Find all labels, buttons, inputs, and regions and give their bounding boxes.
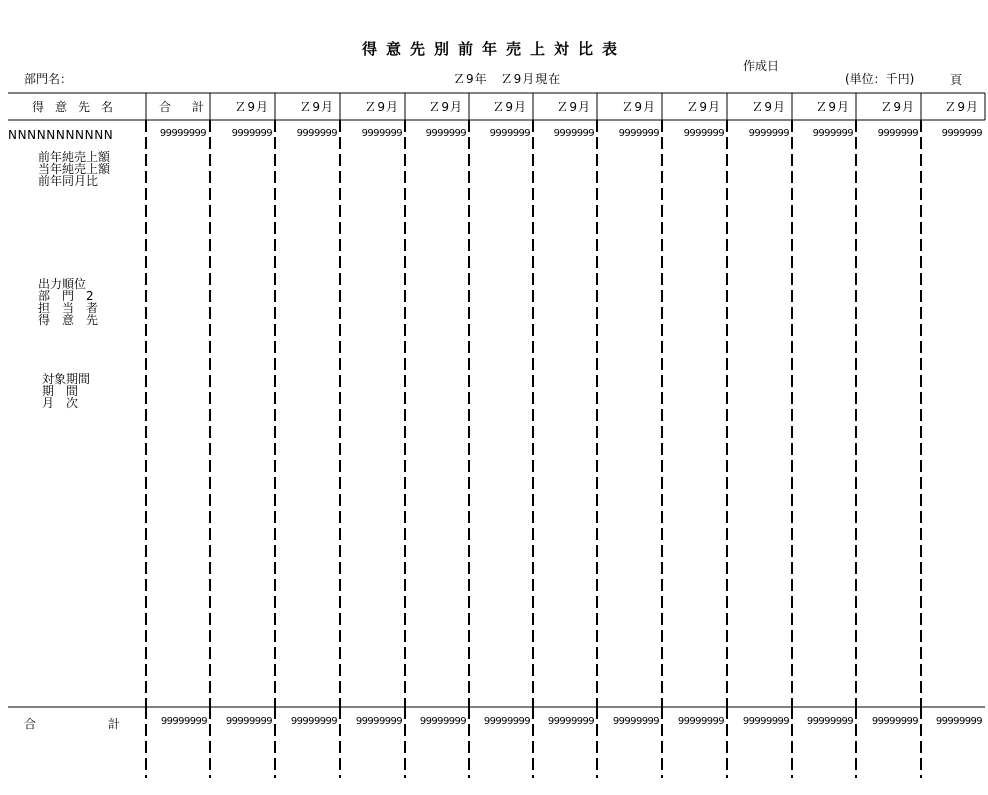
totals-row-label (24, 715, 120, 732)
row-month-value: 9999999 (553, 128, 594, 139)
note-yoy-ratio: 前年同月比 (38, 174, 99, 188)
month-header: Ｚ9月 (880, 100, 915, 114)
note-monthly: 月 次 (42, 396, 79, 410)
row-month-value: 9999999 (941, 128, 982, 139)
month-header: Ｚ9月 (492, 100, 527, 114)
totals-value: 99999999 (160, 716, 207, 727)
month-header: Ｚ9月 (686, 100, 721, 114)
period-notes (42, 373, 90, 409)
totals-value: 99999999 (290, 716, 337, 727)
month-header: Ｚ9月 (428, 100, 463, 114)
row-month-value: 9999999 (748, 128, 789, 139)
created-date-label: 作成日 (743, 59, 780, 73)
totals-value: 99999999 (871, 716, 918, 727)
totals-label-char-2: 計 (107, 717, 120, 731)
total-header-char-1: 合 (159, 100, 172, 114)
output-order-notes (38, 278, 98, 326)
row-month-value: 9999999 (425, 128, 466, 139)
customer-column-header: 得意先名 (32, 100, 125, 114)
row-month-value: 9999999 (231, 128, 272, 139)
total-header-char-2: 計 (191, 100, 204, 114)
customer-name: NNNNNNNNNNN (8, 128, 114, 142)
department-label: 部門名： (24, 72, 73, 86)
row-total-value: 99999999 (159, 128, 206, 139)
totals-value: 99999999 (419, 716, 466, 727)
row-month-value: 9999999 (812, 128, 853, 139)
amount-notes (38, 151, 110, 187)
row-month-value: 9999999 (296, 128, 337, 139)
total-column-header (147, 99, 209, 115)
note-curr-sales: 当年純売上額 (38, 162, 111, 176)
totals-label-char-1: 合 (24, 717, 37, 731)
page-label: 頁 (950, 73, 963, 87)
totals-value: 99999999 (742, 716, 789, 727)
row-month-value: 9999999 (361, 128, 402, 139)
month-header: Ｚ9月 (299, 100, 334, 114)
report-title: 得意先別前年売上対比表 (361, 40, 626, 58)
month-header: Ｚ9月 (751, 100, 786, 114)
totals-value: 99999999 (677, 716, 724, 727)
row-month-value: 9999999 (489, 128, 530, 139)
month-header: Ｚ9月 (234, 100, 269, 114)
note-output-order: 出力順位 (38, 277, 87, 291)
month-header: Ｚ9月 (944, 100, 979, 114)
totals-value: 99999999 (612, 716, 659, 727)
note-period: 期 間 (42, 384, 79, 398)
row-month-value: 9999999 (618, 128, 659, 139)
totals-value: 99999999 (547, 716, 594, 727)
totals-value: 99999999 (225, 716, 272, 727)
row-month-value: 9999999 (683, 128, 724, 139)
totals-value: 99999999 (935, 716, 982, 727)
totals-value: 99999999 (806, 716, 853, 727)
row-month-value: 9999999 (877, 128, 918, 139)
note-prev-sales: 前年純売上額 (38, 150, 111, 164)
totals-value: 99999999 (355, 716, 402, 727)
month-header: Ｚ9月 (364, 100, 399, 114)
month-header: Ｚ9月 (621, 100, 656, 114)
totals-value: 99999999 (483, 716, 530, 727)
unit-label: (単位：千円) (845, 72, 915, 86)
note-department: 部 門 2 (38, 289, 94, 303)
note-target-period: 対象期間 (42, 372, 91, 386)
month-header: Ｚ9月 (556, 100, 591, 114)
note-customer: 得 意 先 (38, 313, 99, 327)
report-period: Ｚ9年 Ｚ9月現在 (453, 72, 562, 86)
note-staff: 担 当 者 (38, 301, 99, 315)
month-header: Ｚ9月 (815, 100, 850, 114)
